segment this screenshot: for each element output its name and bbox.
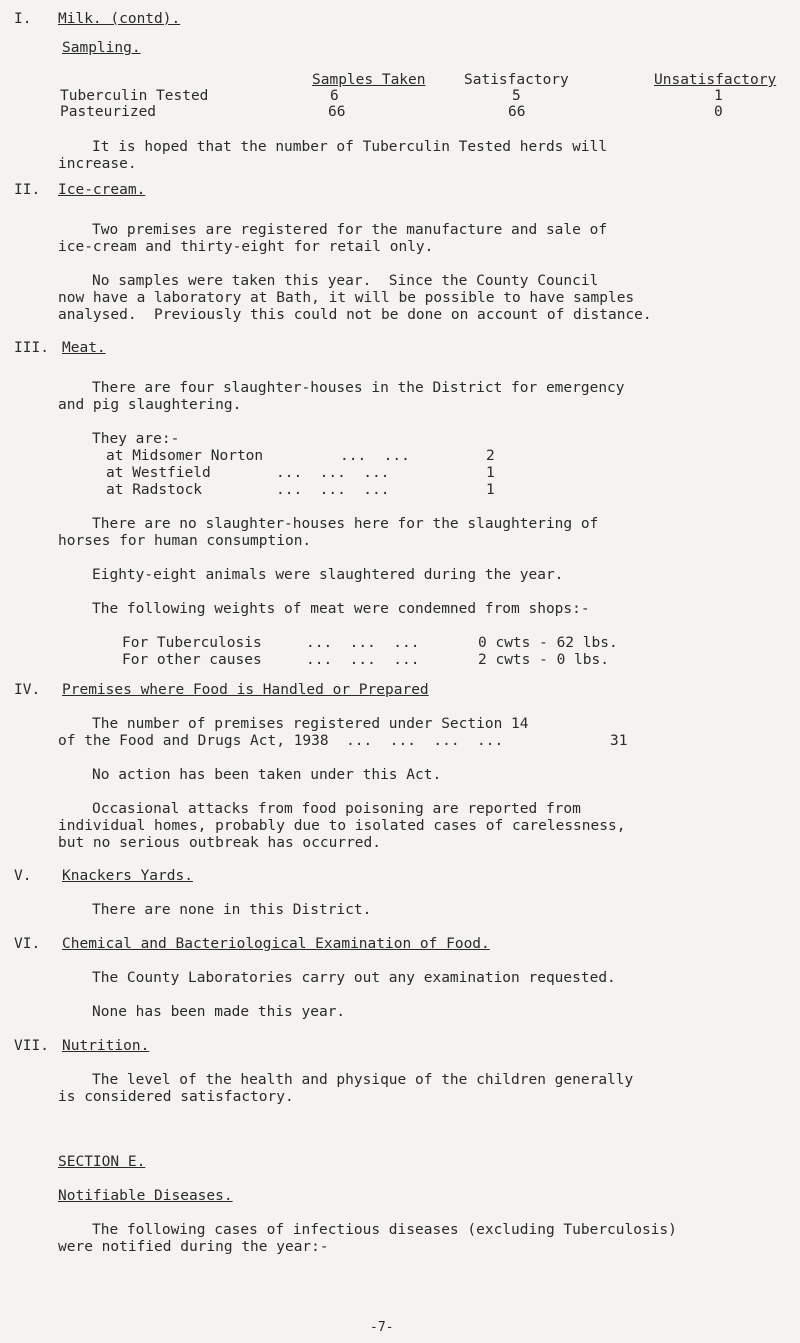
chemical-paragraph: The County Laboratories carry out any examination requested. xyxy=(92,970,616,986)
table-header-unsatisfactory: Unsatisfactory xyxy=(654,72,777,88)
chemical-paragraph: None has been made this year. xyxy=(92,1004,346,1020)
place-dots: ... ... ... xyxy=(276,482,390,498)
section-number-meat: III. xyxy=(14,340,49,356)
place-name: at Radstock xyxy=(106,482,203,498)
place-count: 1 xyxy=(486,465,495,481)
table-cell-unsatisfactory: 1 xyxy=(714,88,723,104)
condemned-dots: ... ... ... xyxy=(306,635,420,651)
ice-cream-paragraph-line: ice-cream and thirty-eight for retail only. xyxy=(58,239,434,255)
ice-cream-heading: Ice-cream. xyxy=(58,182,146,198)
table-cell-satisfactory: 66 xyxy=(508,104,526,120)
section-e-heading: SECTION E. xyxy=(58,1154,146,1170)
section-number-milk: I. xyxy=(14,11,32,27)
page-number: -7- xyxy=(370,1320,394,1335)
table-cell-taken: 6 xyxy=(330,88,339,104)
table-row-label: Tuberculin Tested xyxy=(60,88,209,104)
premises-paragraph-line: but no serious outbreak has occurred. xyxy=(58,835,382,851)
section-number-ice-cream: II. xyxy=(14,182,41,198)
place-count: 2 xyxy=(486,448,495,464)
knackers-heading: Knackers Yards. xyxy=(62,868,193,884)
premises-heading: Premises where Food is Handled or Prepared xyxy=(62,682,429,698)
condemned-label: For other causes xyxy=(122,652,262,668)
table-cell-unsatisfactory: 0 xyxy=(714,104,723,120)
meat-paragraph-line: Eighty-eight animals were slaughtered during the year. xyxy=(92,567,564,583)
section-number-premises: IV. xyxy=(14,682,41,698)
knackers-paragraph: There are none in this District. xyxy=(92,902,372,918)
ice-cream-paragraph-line: Two premises are registered for the manufacture and sale of xyxy=(92,222,608,238)
place-count: 1 xyxy=(486,482,495,498)
meat-paragraph-line: The following weights of meat were condemned from shops:- xyxy=(92,601,590,617)
place-name: at Westfield xyxy=(106,465,211,481)
place-name: at Midsomer Norton xyxy=(106,448,264,464)
premises-paragraph-line: Occasional attacks from food poisoning are reported from xyxy=(92,801,581,817)
meat-paragraph-line: There are four slaughter-houses in the District for emergency xyxy=(92,380,625,396)
premises-paragraph-line: The number of premises registered under Section 14 xyxy=(92,716,529,732)
section-e-paragraph-line: The following cases of infectious diseases (excluding Tuberculosis) xyxy=(92,1222,677,1238)
nutrition-paragraph-line: The level of the health and physique of the children generally xyxy=(92,1072,634,1088)
chemical-heading: Chemical and Bacteriological Examination of Food. xyxy=(62,936,490,952)
ice-cream-paragraph-line: now have a laboratory at Bath, it will be possible to have samples xyxy=(58,290,635,306)
condemned-value: 2 cwts - 0 lbs. xyxy=(478,652,609,668)
table-cell-satisfactory: 5 xyxy=(512,88,521,104)
premises-paragraph-line: individual homes, probably due to isolated cases of carelessness, xyxy=(58,818,626,834)
table-cell-taken: 66 xyxy=(328,104,346,120)
nutrition-heading: Nutrition. xyxy=(62,1038,150,1054)
place-dots: ... ... xyxy=(340,448,410,464)
condemned-value: 0 cwts - 62 lbs. xyxy=(478,635,618,651)
premises-paragraph-line: of the Food and Drugs Act, 1938 ... ... ... ... xyxy=(58,733,504,749)
notifiable-diseases-heading: Notifiable Diseases. xyxy=(58,1188,233,1204)
milk-paragraph-line: It is hoped that the number of Tuberculin Tested herds will xyxy=(92,139,608,155)
nutrition-paragraph-line: is considered satisfactory. xyxy=(58,1089,294,1105)
premises-paragraph-line: No action has been taken under this Act. xyxy=(92,767,442,783)
meat-paragraph-line: horses for human consumption. xyxy=(58,533,312,549)
section-number-chemical: VI. xyxy=(14,936,41,952)
ice-cream-paragraph-line: No samples were taken this year. Since the County Council xyxy=(92,273,599,289)
table-row-label: Pasteurized xyxy=(60,104,157,120)
meat-paragraph-line: There are no slaughter-houses here for the slaughtering of xyxy=(92,516,599,532)
table-header-satisfactory: Satisfactory xyxy=(464,72,569,88)
place-dots: ... ... ... xyxy=(276,465,390,481)
meat-paragraph-line: and pig slaughtering. xyxy=(58,397,242,413)
premises-count: 31 xyxy=(610,733,628,749)
sampling-heading: Sampling. xyxy=(62,40,141,56)
section-e-paragraph-line: were notified during the year:- xyxy=(58,1239,329,1255)
they-are-label: They are:- xyxy=(92,431,180,447)
milk-heading: Milk. (contd). xyxy=(58,11,181,27)
table-header-samples-taken: Samples Taken xyxy=(312,72,426,88)
section-number-nutrition: VII. xyxy=(14,1038,49,1054)
milk-paragraph-line: increase. xyxy=(58,156,137,172)
section-number-knackers: V. xyxy=(14,868,32,884)
condemned-label: For Tuberculosis xyxy=(122,635,262,651)
ice-cream-paragraph-line: analysed. Previously this could not be done on account of distance. xyxy=(58,307,652,323)
meat-heading: Meat. xyxy=(62,340,106,356)
condemned-dots: ... ... ... xyxy=(306,652,420,668)
